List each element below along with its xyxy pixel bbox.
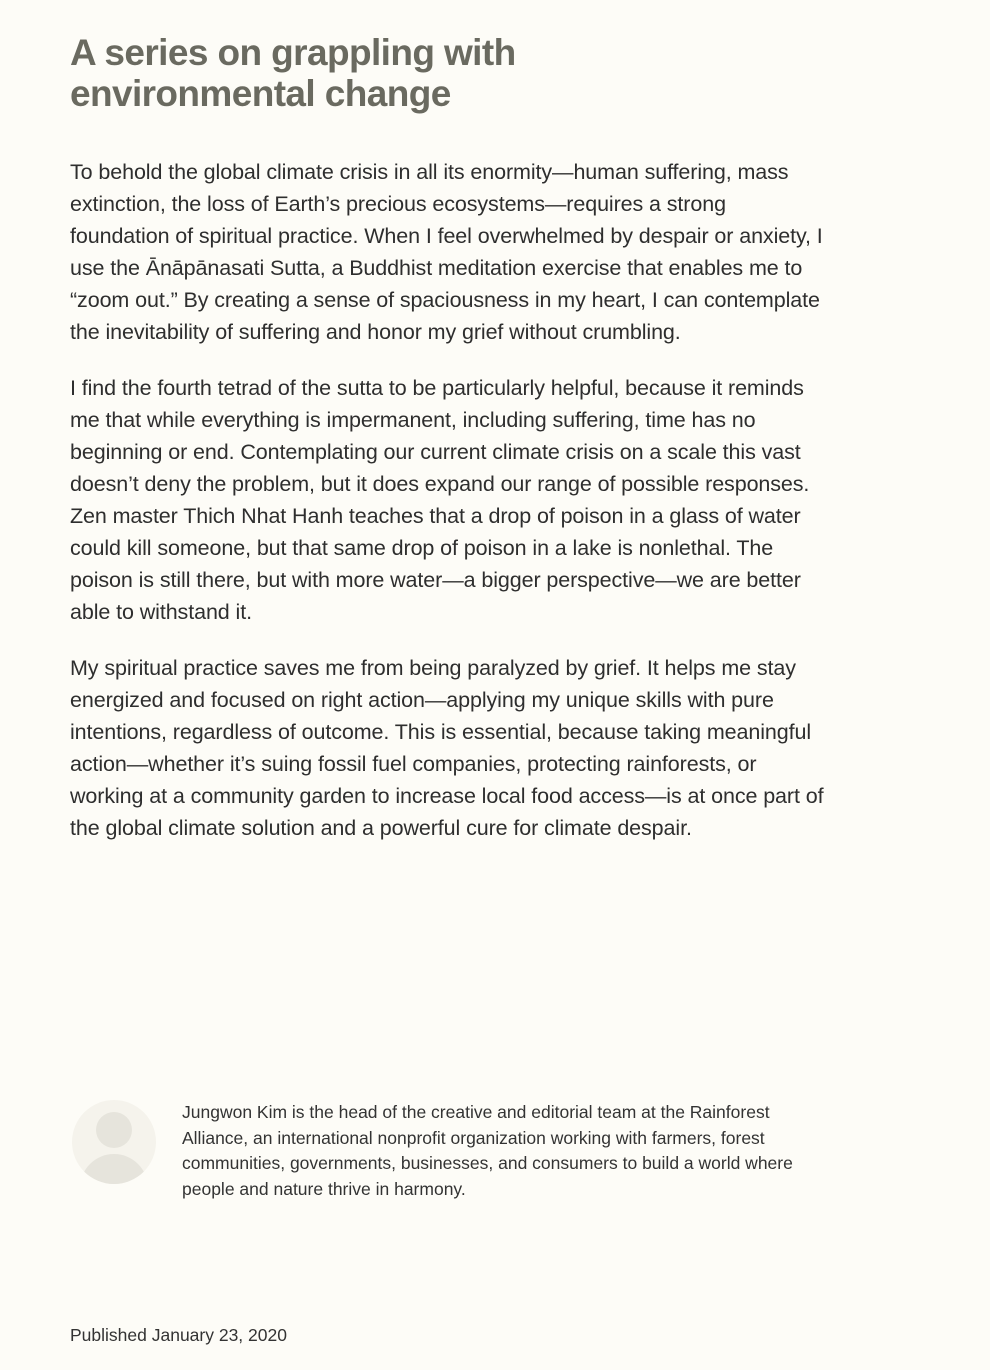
article-paragraph: I find the fourth tetrad of the sutta to be particularly helpful, because it reminds me that while everything is impermanent, including suffering, time has no beginning or end. Contemplating our current climate crisis on a scale this vast doesn’t deny the problem, but it does expand our range of possible responses. Zen master Thich Nhat Hanh teaches that a drop of poison in a glass of water could kill someone, but that same drop of poison in a lake is nonlethal. The poison is still there, but with more water—a bigger perspective—we are better able to withstand it. [70, 376, 810, 624]
article-paragraph: To behold the global climate crisis in all its enormity—human suffering, mass extinction, the loss of Earth’s precious ecosystems—requires a strong foundation of spiritual practice. When I feel overwhelmed by despair or anxiety, I use the Ānāpānasati Sutta, a Buddhist meditation exercise that enables me to “zoom out.” By creating a sense of spaciousness in my heart, I can contemplate the inevitability of suffering and honor my grief without crumbling. [70, 160, 823, 344]
article-body [70, 156, 830, 868]
author-bio-section [70, 1100, 830, 1230]
published-date: Published January 23, 2020 [70, 1325, 287, 1345]
avatar-head-shape [96, 1112, 132, 1148]
article-paragraph: My spiritual practice saves me from being paralyzed by grief. It helps me stay energized and focused on right action—applying my unique skills with pure intentions, regardless of outcome. This is essential, because taking meaningful action—whether it’s suing fossil fuel companies, protecting rainforests, or working at a community garden to increase local food access—is at once part of the global climate solution and a powerful cure for climate despair. [70, 656, 824, 840]
user-avatar-placeholder-icon [72, 1100, 156, 1184]
avatar-body-shape [80, 1154, 148, 1184]
article-title: A series on grappling with environmental change [70, 32, 516, 114]
author-bio: Jungwon Kim is the head of the creative and editorial team at the Rainforest Alliance, an international nonprofit organization working with farmers, forest communities, governments, businesses, and consumers to build a world where people and nature thrive in harmony. [182, 1102, 793, 1199]
